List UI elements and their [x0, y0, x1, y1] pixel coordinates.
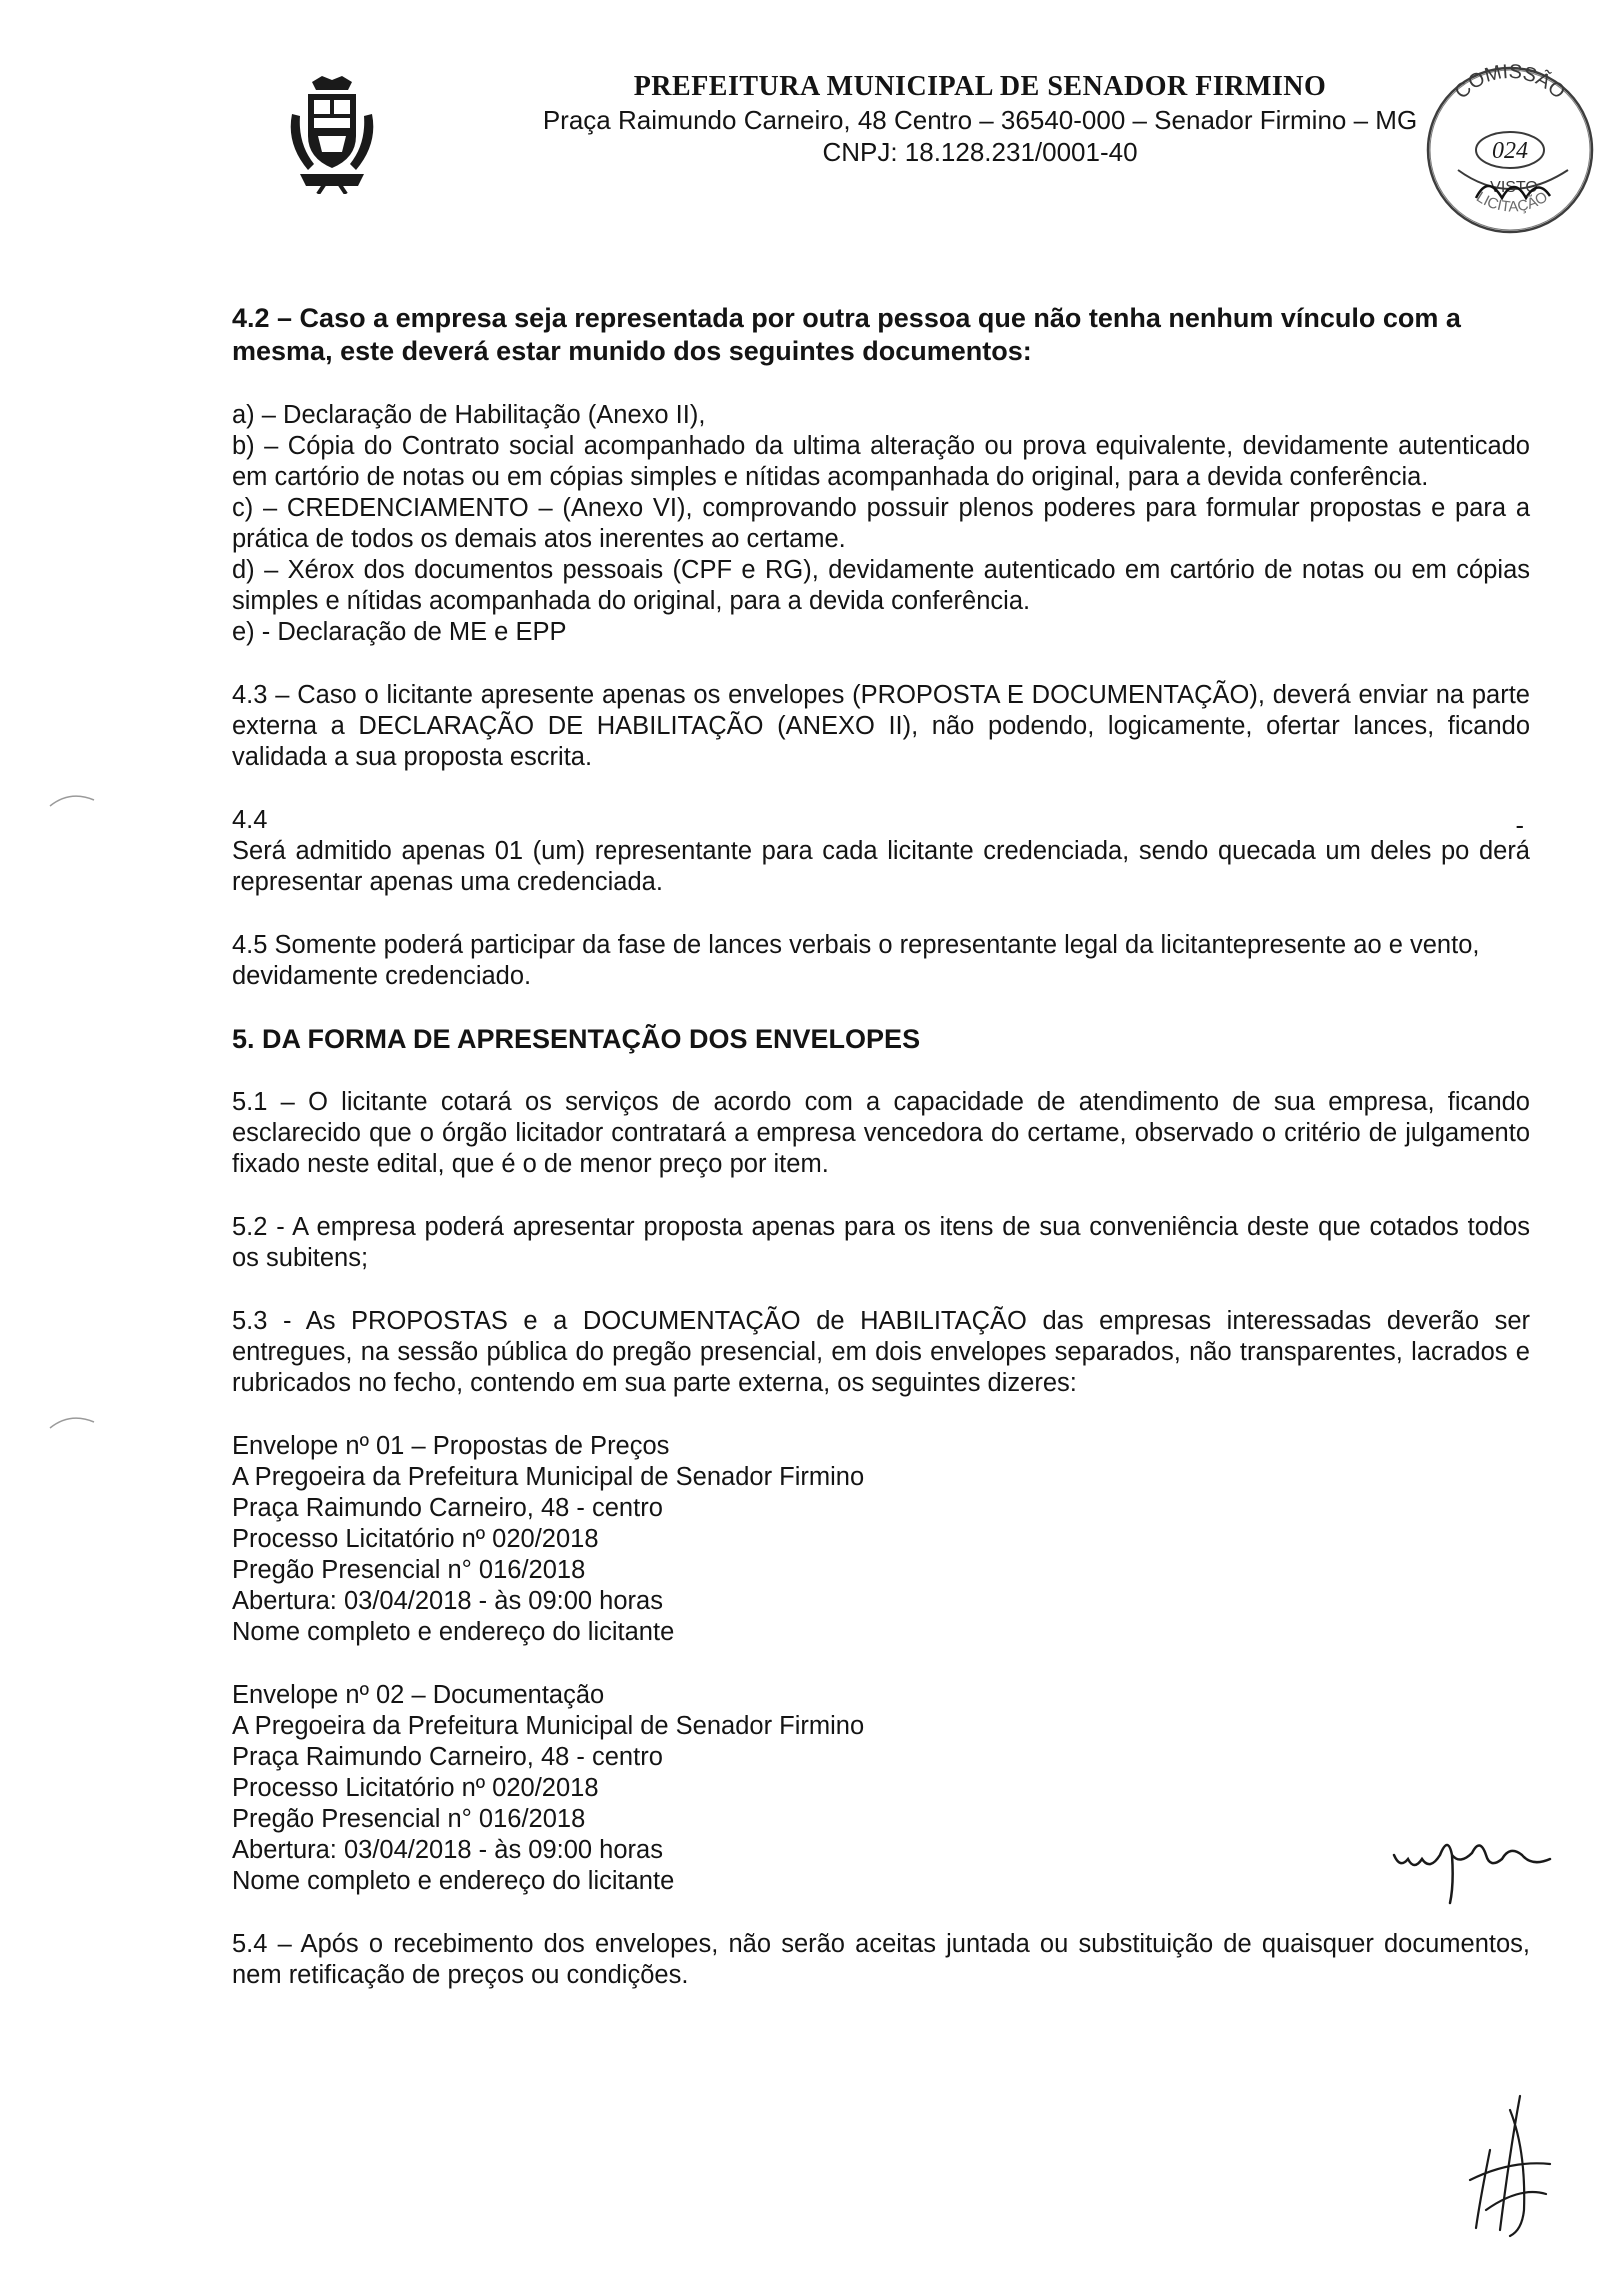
margin-mark — [48, 790, 98, 810]
envelope-2-line: Nome completo e endereço do licitante — [232, 1867, 675, 1895]
section-4-4-text: Será admitido apenas 01 (um) representante para cada licitante credenciada, sendo quecada um deles po derá representar apenas uma credenciada. — [232, 837, 1530, 896]
stamp-bottom-text: LICITAÇÃO — [1473, 188, 1551, 216]
envelope-1-line: Envelope nº 01 – Propostas de Preços — [232, 1432, 670, 1460]
envelope-2-line: A Pregoeira da Prefeitura Municipal de Senador Firmino — [232, 1712, 865, 1740]
stamp-middle-text: VISTO — [1490, 179, 1538, 196]
envelope-1-line: Nome completo e endereço do licitante — [232, 1618, 675, 1646]
handwritten-initials-signature — [1390, 1825, 1560, 1905]
section-4-2-item-a: a) – Declaração de Habilitação (Anexo II), — [232, 401, 706, 429]
envelope-1-line: Processo Licitatório nº 020/2018 — [232, 1525, 599, 1553]
section-5-heading: 5. DA FORMA DE APRESENTAÇÃO DOS ENVELOPES — [232, 1024, 921, 1054]
section-4-4-label: 4.4 — [232, 806, 268, 834]
letterhead — [540, 70, 1420, 168]
section-4-4-number — [232, 805, 1530, 840]
section-4-3: 4.3 – Caso o licitante apresente apenas os envelopes (PROPOSTA E DOCUMENTAÇÃO), deverá enviar na parte externa a DECLARAÇÃO DE HABILITAÇÃO (ANEXO II), não podendo, logicamente, ofertar lances, ficando validada a sua proposta escrita. — [232, 681, 1530, 771]
document-body — [232, 302, 1530, 1991]
section-4-2-item-b: b) – Cópia do Contrato social acompanhado da ultima alteração ou prova equivalente, devidamente autenticado em cartório de notas ou em cópias simples e nítidas acompanhada do original, para a devida conferência. — [232, 432, 1530, 491]
section-4-5-line1: 4.5 Somente poderá participar da fase de lances verbais o representante legal da licitantepresente ao e vento, — [232, 931, 1480, 959]
section-5-3: 5.3 - As PROPOSTAS e a DOCUMENTAÇÃO de HABILITAÇÃO das empresas interessadas deverão ser entregues, na sessão pública do pregão presencial, em dois envelopes separados, não transparentes, lacrados e rubricados no fecho, contendo em sua parte externa, os seguintes dizeres: — [232, 1307, 1530, 1397]
section-4-2-heading: 4.2 – Caso a empresa seja representada por outra pessoa que não tenha nenhum vínculo com a mesma, este deverá estar munido dos seguintes documentos: — [232, 303, 1461, 366]
section-5-4: 5.4 – Após o recebimento dos envelopes, não serão aceitas juntada ou substituição de quaisquer documentos, nem retificação de preços ou condições. — [232, 1930, 1530, 1989]
margin-mark — [48, 1412, 98, 1432]
handwritten-rubric-signature — [1450, 2090, 1560, 2240]
envelope-1-line: Praça Raimundo Carneiro, 48 - centro — [232, 1494, 663, 1522]
letterhead-address: Praça Raimundo Carneiro, 48 Centro – 36540-000 – Senador Firmino – MG — [542, 105, 1418, 135]
envelope-1-label — [232, 1431, 1530, 1648]
municipal-crest-icon — [282, 74, 382, 194]
envelope-2-line: Envelope nº 02 – Documentação — [232, 1681, 605, 1709]
section-4-4-dash: - — [1515, 812, 1524, 840]
envelope-1-line: A Pregoeira da Prefeitura Municipal de Senador Firmino — [232, 1463, 865, 1491]
commission-stamp — [1418, 58, 1600, 238]
envelope-1-line: Pregão Presencial n° 016/2018 — [232, 1556, 586, 1584]
envelope-2-line: Abertura: 03/04/2018 - às 09:00 horas — [232, 1836, 663, 1864]
envelope-2-line: Processo Licitatório nº 020/2018 — [232, 1774, 599, 1802]
envelope-2-label — [232, 1680, 1530, 1897]
section-4-2-item-c: c) – CREDENCIAMENTO – (Anexo VI), comprovando possuir plenos poderes para formular propostas e para a prática de todos os demais atos inerentes ao certame. — [232, 494, 1530, 553]
section-4-2-item-e: e) - Declaração de ME e EPP — [232, 618, 567, 646]
section-4-5-line2: devidamente credenciado. — [232, 962, 532, 990]
envelope-1-line: Abertura: 03/04/2018 - às 09:00 horas — [232, 1587, 663, 1615]
stamp-number: 024 — [1492, 138, 1528, 164]
letterhead-cnpj: CNPJ: 18.128.231/0001-40 — [822, 137, 1138, 167]
stamp-top-text: COMISSÃO — [1450, 60, 1570, 104]
letterhead-title: PREFEITURA MUNICIPAL DE SENADOR FIRMINO — [633, 71, 1327, 102]
section-5-2: 5.2 - A empresa poderá apresentar proposta apenas para os itens de sua conveniência deste que cotados todos os subitens; — [232, 1213, 1530, 1272]
section-4-2-item-d: d) – Xérox dos documentos pessoais (CPF e RG), devidamente autenticado em cartório de notas ou em cópias simples e nítidas acompanhada do original, para a devida conferência. — [232, 556, 1530, 615]
section-5-1: 5.1 – O licitante cotará os serviços de acordo com a capacidade de atendimento de sua empresa, ficando esclarecido que o órgão licitador contratará a empresa vencedora do certame, observado o critério de julgamento fixado neste edital, que é o de menor preço por item. — [232, 1088, 1530, 1178]
envelope-2-line: Praça Raimundo Carneiro, 48 - centro — [232, 1743, 663, 1771]
envelope-2-line: Pregão Presencial n° 016/2018 — [232, 1805, 586, 1833]
